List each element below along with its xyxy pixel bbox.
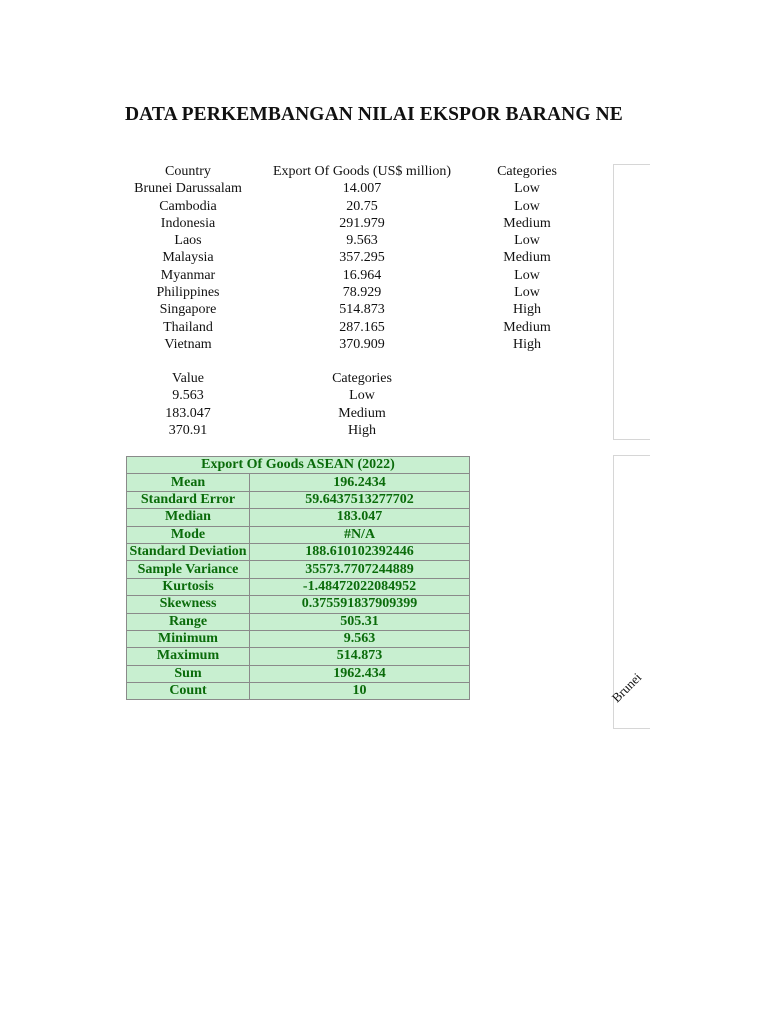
statistics-row xyxy=(127,561,470,578)
statistic-value: 196.2434 xyxy=(250,474,470,491)
export-value-cell: 16.964 xyxy=(342,267,382,283)
statistics-header-row xyxy=(127,457,470,474)
export-value-cell: 370.909 xyxy=(339,336,385,352)
country-cell: Singapore xyxy=(159,302,217,318)
threshold-value-cell: 370.91 xyxy=(168,422,208,438)
export-value-cell: 357.295 xyxy=(339,250,385,266)
country-cell: Thailand xyxy=(163,319,213,335)
export-value-cell: 78.929 xyxy=(342,285,382,301)
statistic-value: 35573.7707244889 xyxy=(250,561,470,578)
header-categories: Categories xyxy=(497,164,557,179)
threshold-row xyxy=(126,387,474,404)
country-cell: Indonesia xyxy=(160,215,216,231)
exports-row xyxy=(126,232,580,249)
export-value-cell: 9.563 xyxy=(346,233,378,249)
exports-row xyxy=(126,249,580,266)
statistic-value: 59.6437513277702 xyxy=(250,491,470,508)
statistics-title: Export Of Goods ASEAN (2022) xyxy=(127,457,470,474)
threshold-value-cell: 9.563 xyxy=(172,388,204,404)
statistic-value: 0.375591837909399 xyxy=(250,596,470,613)
statistic-label: Mode xyxy=(127,526,250,543)
statistic-label: Mean xyxy=(127,474,250,491)
header-value: Value xyxy=(172,371,204,386)
threshold-row xyxy=(126,405,474,422)
exports-row xyxy=(126,284,580,301)
statistic-label: Kurtosis xyxy=(127,578,250,595)
exports-row xyxy=(126,319,580,336)
statistic-value: 505.31 xyxy=(250,613,470,630)
header-export: Export Of Goods (US$ million) xyxy=(272,164,452,179)
category-cell: Low xyxy=(514,267,540,283)
statistic-label: Standard Error xyxy=(127,491,250,508)
threshold-value-cell: 183.047 xyxy=(165,405,211,421)
statistics-row xyxy=(127,578,470,595)
statistic-label: Minimum xyxy=(127,630,250,647)
export-value-cell: 287.165 xyxy=(339,319,385,335)
exports-row xyxy=(126,215,580,232)
header-threshold-categories: Categories xyxy=(332,371,392,386)
category-cell: High xyxy=(513,302,541,318)
category-cell: Low xyxy=(514,233,540,249)
category-cell: Medium xyxy=(503,215,551,231)
header-country: Country xyxy=(165,164,211,179)
statistic-label: Median xyxy=(127,509,250,526)
chart-x-tick-label: Brunei xyxy=(608,669,645,706)
thresholds-table xyxy=(126,370,474,439)
country-cell: Myanmar xyxy=(160,267,216,283)
statistic-label: Skewness xyxy=(127,596,250,613)
statistic-value: 183.047 xyxy=(250,509,470,526)
thresholds-header-row xyxy=(126,370,474,387)
statistics-row xyxy=(127,665,470,682)
exports-header-row xyxy=(126,163,580,180)
statistic-value: 188.610102392446 xyxy=(250,543,470,560)
statistics-row xyxy=(127,526,470,543)
export-value-cell: 291.979 xyxy=(339,215,385,231)
statistics-row xyxy=(127,648,470,665)
exports-row xyxy=(126,301,580,318)
statistics-row xyxy=(127,474,470,491)
statistics-row xyxy=(127,630,470,647)
statistic-label: Maximum xyxy=(127,648,250,665)
threshold-category-cell: High xyxy=(348,422,376,438)
statistic-value: 9.563 xyxy=(250,630,470,647)
exports-row xyxy=(126,336,580,353)
statistics-row xyxy=(127,491,470,508)
category-cell: Medium xyxy=(503,319,551,335)
export-value-cell: 514.873 xyxy=(339,302,385,318)
exports-table xyxy=(126,163,580,353)
statistic-value: #N/A xyxy=(250,526,470,543)
category-cell: High xyxy=(513,336,541,352)
chart-frame-top[interactable] xyxy=(613,164,650,440)
statistic-value: -1.48472022084952 xyxy=(250,578,470,595)
statistics-row xyxy=(127,509,470,526)
category-cell: Low xyxy=(514,181,540,197)
country-cell: Vietnam xyxy=(164,336,212,352)
category-cell: Medium xyxy=(503,250,551,266)
page-title: DATA PERKEMBANGAN NILAI EKSPOR BARANG NE xyxy=(125,104,623,125)
country-cell: Malaysia xyxy=(162,250,214,266)
statistic-label: Sample Variance xyxy=(127,561,250,578)
threshold-category-cell: Medium xyxy=(338,405,386,421)
threshold-row xyxy=(126,422,474,439)
statistics-table xyxy=(126,456,470,700)
exports-row xyxy=(126,198,580,215)
exports-row xyxy=(126,180,580,197)
statistic-label: Standard Deviation xyxy=(127,543,250,560)
country-cell: Cambodia xyxy=(159,198,217,214)
statistic-value: 514.873 xyxy=(250,648,470,665)
statistics-row xyxy=(127,613,470,630)
statistics-row xyxy=(127,596,470,613)
statistic-value: 1962.434 xyxy=(250,665,470,682)
country-cell: Laos xyxy=(174,233,202,249)
threshold-category-cell: Low xyxy=(349,388,375,404)
country-cell: Brunei Darussalam xyxy=(134,181,242,197)
statistics-row xyxy=(127,543,470,560)
statistic-label: Count xyxy=(127,683,250,700)
statistics-row xyxy=(127,683,470,700)
export-value-cell: 14.007 xyxy=(342,181,382,197)
category-cell: Low xyxy=(514,285,540,301)
statistic-label: Range xyxy=(127,613,250,630)
country-cell: Philippines xyxy=(156,285,220,301)
export-value-cell: 20.75 xyxy=(346,198,378,214)
exports-row xyxy=(126,267,580,284)
statistic-label: Sum xyxy=(127,665,250,682)
category-cell: Low xyxy=(514,198,540,214)
statistic-value: 10 xyxy=(250,683,470,700)
